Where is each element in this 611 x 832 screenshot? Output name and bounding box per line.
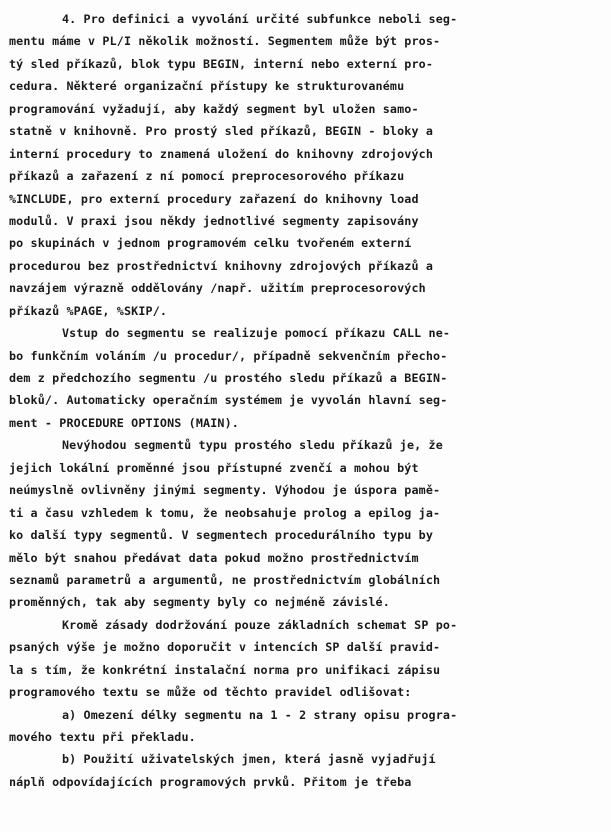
text-line: po skupinách v jednom programovém celku tvořeném externí: [9, 236, 412, 251]
text-line: psaných výše je možno doporučit v intencích SP další pravid-: [9, 640, 441, 655]
text-line: proměnných, tak aby segmenty byly co nejméně závislé.: [9, 595, 390, 610]
text-line: a) Omezení délky segmentu na 1 - 2 strany opisu progra-: [62, 707, 458, 722]
text-line: mělo být snahou předávat data pokud možno prostřednictvím: [9, 550, 419, 565]
text-line: jejich lokální proměnné jsou přístupné zvenčí a mohou být: [9, 460, 419, 475]
text-line: modulů. V praxi jsou někdy jednotlivé segmenty zapisovány: [9, 213, 419, 228]
text-line: programového textu se může od těchto pravidel odlišovat:: [9, 685, 412, 700]
text-line: la s tím, že konkrétní instalační norma pro unifikaci zápisu: [9, 662, 441, 677]
text-line: %INCLUDE, pro externí procedury zařazení do knihovny load: [9, 191, 419, 206]
text-line: ti a času vzhledem k tomu, že neobsahuje prolog a epilog ja-: [9, 505, 441, 520]
text-line: interní procedury to znamená uložení do knihovny zdrojových: [9, 146, 434, 161]
text-line: mentu máme v PL/I několik možností. Segmentem může být pros-: [9, 34, 441, 49]
text-line: b) Použití uživatelských jmen, která jasně vyjadřují: [62, 752, 436, 767]
text-line: seznamů parametrů a argumentů, ne prostřednictvím globálních: [9, 572, 441, 587]
text-line: navzájem výrazně oddělovány /např. užitím preprocesorových: [9, 281, 426, 296]
text-line: dem z předchozího segmentu /u prostého sledu příkazů a BEGIN-: [9, 371, 448, 385]
text-line: programování vyžadují, aby každý segment byl uložen samo-: [9, 101, 419, 116]
text-line: cedura. Některé organizační přístupy ke strukturovanému: [9, 79, 405, 94]
text-line: bo funkčním voláním /u procedur/, případně sekvenčním přecho-: [9, 348, 448, 363]
text-line: statně v knihovně. Pro prostý sled příkazů, BEGIN - bloky a: [9, 124, 434, 139]
text-line: bloků/. Automaticky operačním systémem je vyvolán hlavní seg-: [9, 393, 448, 408]
text-line: příkazů a zařazení z ní pomocí preprocesorového příkazu: [9, 169, 405, 184]
text-line: neúmyslně ovlivněny jinými segmenty. Výhodou je úspora pamě-: [9, 483, 441, 498]
text-line: procedurou bez prostřednictví knihovny zdrojových příkazů a: [9, 258, 434, 273]
text-line: ment - PROCEDURE OPTIONS (MAIN).: [9, 415, 239, 430]
text-line: ko další typy segmentů. V segmentech procedurálního typu by: [9, 528, 434, 543]
text-line: Nevýhodou segmentů typu prostého sledu příkazů je, že: [62, 438, 443, 453]
document-body-text: [0, 8, 611, 793]
text-line: příkazů %PAGE, %SKIP/.: [9, 303, 168, 318]
text-line: Kromě zásady dodržování pouze základních schemat SP po-: [62, 617, 458, 632]
text-line: 4. Pro definici a vyvolání určité subfunkce neboli seg-: [62, 12, 458, 26]
text-line: náplň odpovídajících programových prvků. Přitom je třeba: [9, 774, 412, 789]
text-line: mového textu při překladu.: [9, 730, 196, 744]
text-line: tý sled příkazů, blok typu BEGIN, interní nebo externí pro-: [9, 56, 434, 71]
text-line: Vstup do segmentu se realizuje pomocí příkazu CALL ne-: [62, 326, 451, 341]
